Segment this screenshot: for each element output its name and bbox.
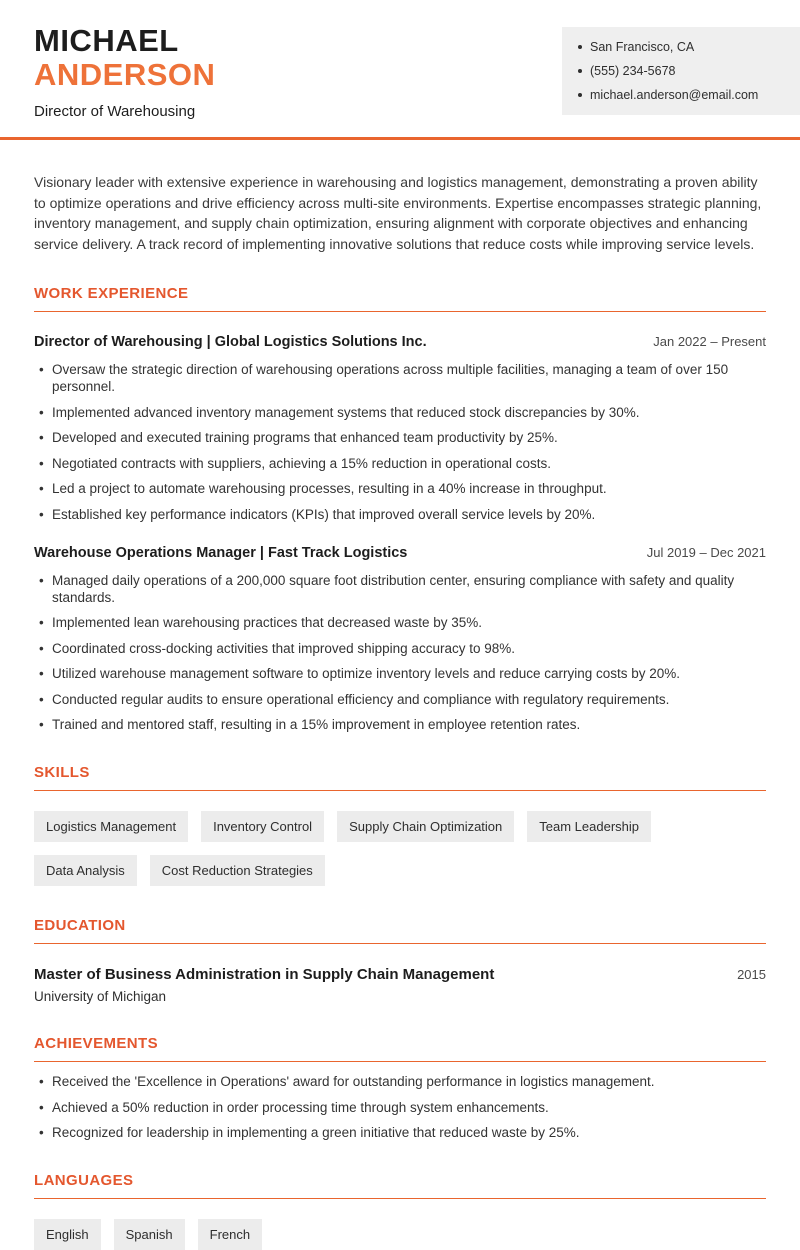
education-entry-header xyxy=(34,966,766,983)
bullet-dot-icon xyxy=(578,69,582,73)
languages-heading: LANGUAGES xyxy=(34,1172,134,1189)
education-entry xyxy=(34,966,766,1004)
skill-tag: Team Leadership xyxy=(527,811,651,842)
job-entry-header xyxy=(34,334,766,350)
skill-tag: Supply Chain Optimization xyxy=(337,811,514,842)
language-tag: French xyxy=(198,1219,262,1250)
languages-tag-list xyxy=(34,1219,766,1250)
language-tag: Spanish xyxy=(114,1219,185,1250)
contact-email-text: michael.anderson@email.com xyxy=(590,88,759,102)
bullet-item: • Achieved a 50% reduction in order processing time through system enhancements. xyxy=(52,1099,766,1116)
job-entry-title: Director of Warehousing | Global Logistics Solutions Inc. xyxy=(34,334,427,350)
section-work-experience xyxy=(34,285,766,733)
job-bullet-list xyxy=(34,361,766,523)
work-experience-heading: WORK EXPERIENCE xyxy=(34,285,189,302)
candidate-name xyxy=(34,24,215,92)
contact-phone xyxy=(578,64,784,78)
section-languages xyxy=(34,1172,766,1250)
bullet-item: • Developed and executed training programs that enhanced team productivity by 25%. xyxy=(52,429,766,446)
bullet-item: • Managed daily operations of a 200,000 square foot distribution center, ensuring compliance with safety and quality standards. xyxy=(52,572,766,606)
section-divider xyxy=(34,943,766,944)
job-bullet-list xyxy=(34,572,766,734)
contact-box xyxy=(562,27,800,115)
bullet-item: • Established key performance indicators (KPIs) that improved overall service levels by 20%. xyxy=(52,506,766,523)
job-entry xyxy=(34,545,766,734)
achievements-heading: ACHIEVEMENTS xyxy=(34,1035,158,1052)
skill-tag: Data Analysis xyxy=(34,855,137,886)
bullet-item: • Led a project to automate warehousing processes, resulting in a 40% increase in throughput. xyxy=(52,480,766,497)
bullet-item: • Negotiated contracts with suppliers, achieving a 15% reduction in operational costs. xyxy=(52,455,766,472)
last-name: ANDERSON xyxy=(34,57,216,92)
section-skills xyxy=(34,764,766,886)
bullet-dot-icon xyxy=(578,45,582,49)
job-entry xyxy=(34,334,766,523)
job-entry-dates: Jan 2022 – Present xyxy=(653,334,766,349)
header-divider xyxy=(0,137,800,140)
contact-location xyxy=(578,40,784,54)
section-divider xyxy=(34,1061,766,1062)
education-heading: EDUCATION xyxy=(34,917,126,934)
bullet-item: • Received the 'Excellence in Operations' award for outstanding performance in logistics management. xyxy=(52,1073,766,1090)
section-divider xyxy=(34,1198,766,1199)
resume-content xyxy=(0,172,800,1250)
skills-heading: SKILLS xyxy=(34,764,90,781)
skill-tag: Logistics Management xyxy=(34,811,188,842)
job-entry-header xyxy=(34,545,766,561)
contact-location-text: San Francisco, CA xyxy=(590,40,695,54)
candidate-job-title: Director of Warehousing xyxy=(34,103,196,120)
skill-tag: Cost Reduction Strategies xyxy=(150,855,325,886)
degree-title: Master of Business Administration in Supply Chain Management xyxy=(34,966,495,983)
bullet-item: • Utilized warehouse management software to optimize inventory levels and reduce carrying costs by 20%. xyxy=(52,665,766,682)
resume-header xyxy=(0,0,800,120)
section-education xyxy=(34,917,766,1004)
bullet-item: • Implemented lean warehousing practices that decreased waste by 35%. xyxy=(52,614,766,631)
contact-email xyxy=(578,88,784,102)
degree-year: 2015 xyxy=(737,967,766,982)
achievements-list xyxy=(34,1073,766,1141)
bullet-item: • Oversaw the strategic direction of warehousing operations across multiple facilities, managing a team of over 150 personnel. xyxy=(52,361,766,395)
bullet-item: • Conducted regular audits to ensure operational efficiency and compliance with regulatory requirements. xyxy=(52,691,766,708)
bullet-dot-icon xyxy=(578,93,582,97)
skills-tag-list xyxy=(34,811,766,886)
bullet-item: • Recognized for leadership in implementing a green initiative that reduced waste by 25%. xyxy=(52,1124,766,1141)
section-divider xyxy=(34,790,766,791)
section-divider xyxy=(34,311,766,312)
job-entry-dates: Jul 2019 – Dec 2021 xyxy=(646,544,766,560)
job-entry-title: Warehouse Operations Manager | Fast Track Logistics xyxy=(34,544,408,561)
contact-phone-text: (555) 234-5678 xyxy=(590,64,676,78)
bullet-item: • Trained and mentored staff, resulting in a 15% improvement in employee retention rates. xyxy=(52,716,766,733)
header-identity xyxy=(34,24,215,120)
summary-text: Visionary leader with extensive experience in warehousing and logistics management, demonstrating a proven ability to optimize operations and drive efficiency across multi-site environments. Expertise encompasses strategic planning, inventory management, and supply chain optimization, ensuring alignment with corporate objectives and enhancing service delivery. A track record of implementing innovative solutions that reduce costs while improving service levels. xyxy=(34,174,762,252)
bullet-item: • Implemented advanced inventory management systems that reduced stock discrepancies by 30%. xyxy=(52,404,766,421)
language-tag: English xyxy=(34,1219,101,1250)
skill-tag: Inventory Control xyxy=(201,811,324,842)
section-achievements xyxy=(34,1035,766,1141)
bullet-item: • Coordinated cross-docking activities that improved shipping accuracy to 98%. xyxy=(52,640,766,657)
first-name: MICHAEL xyxy=(34,23,179,58)
school-name: University of Michigan xyxy=(34,989,167,1004)
